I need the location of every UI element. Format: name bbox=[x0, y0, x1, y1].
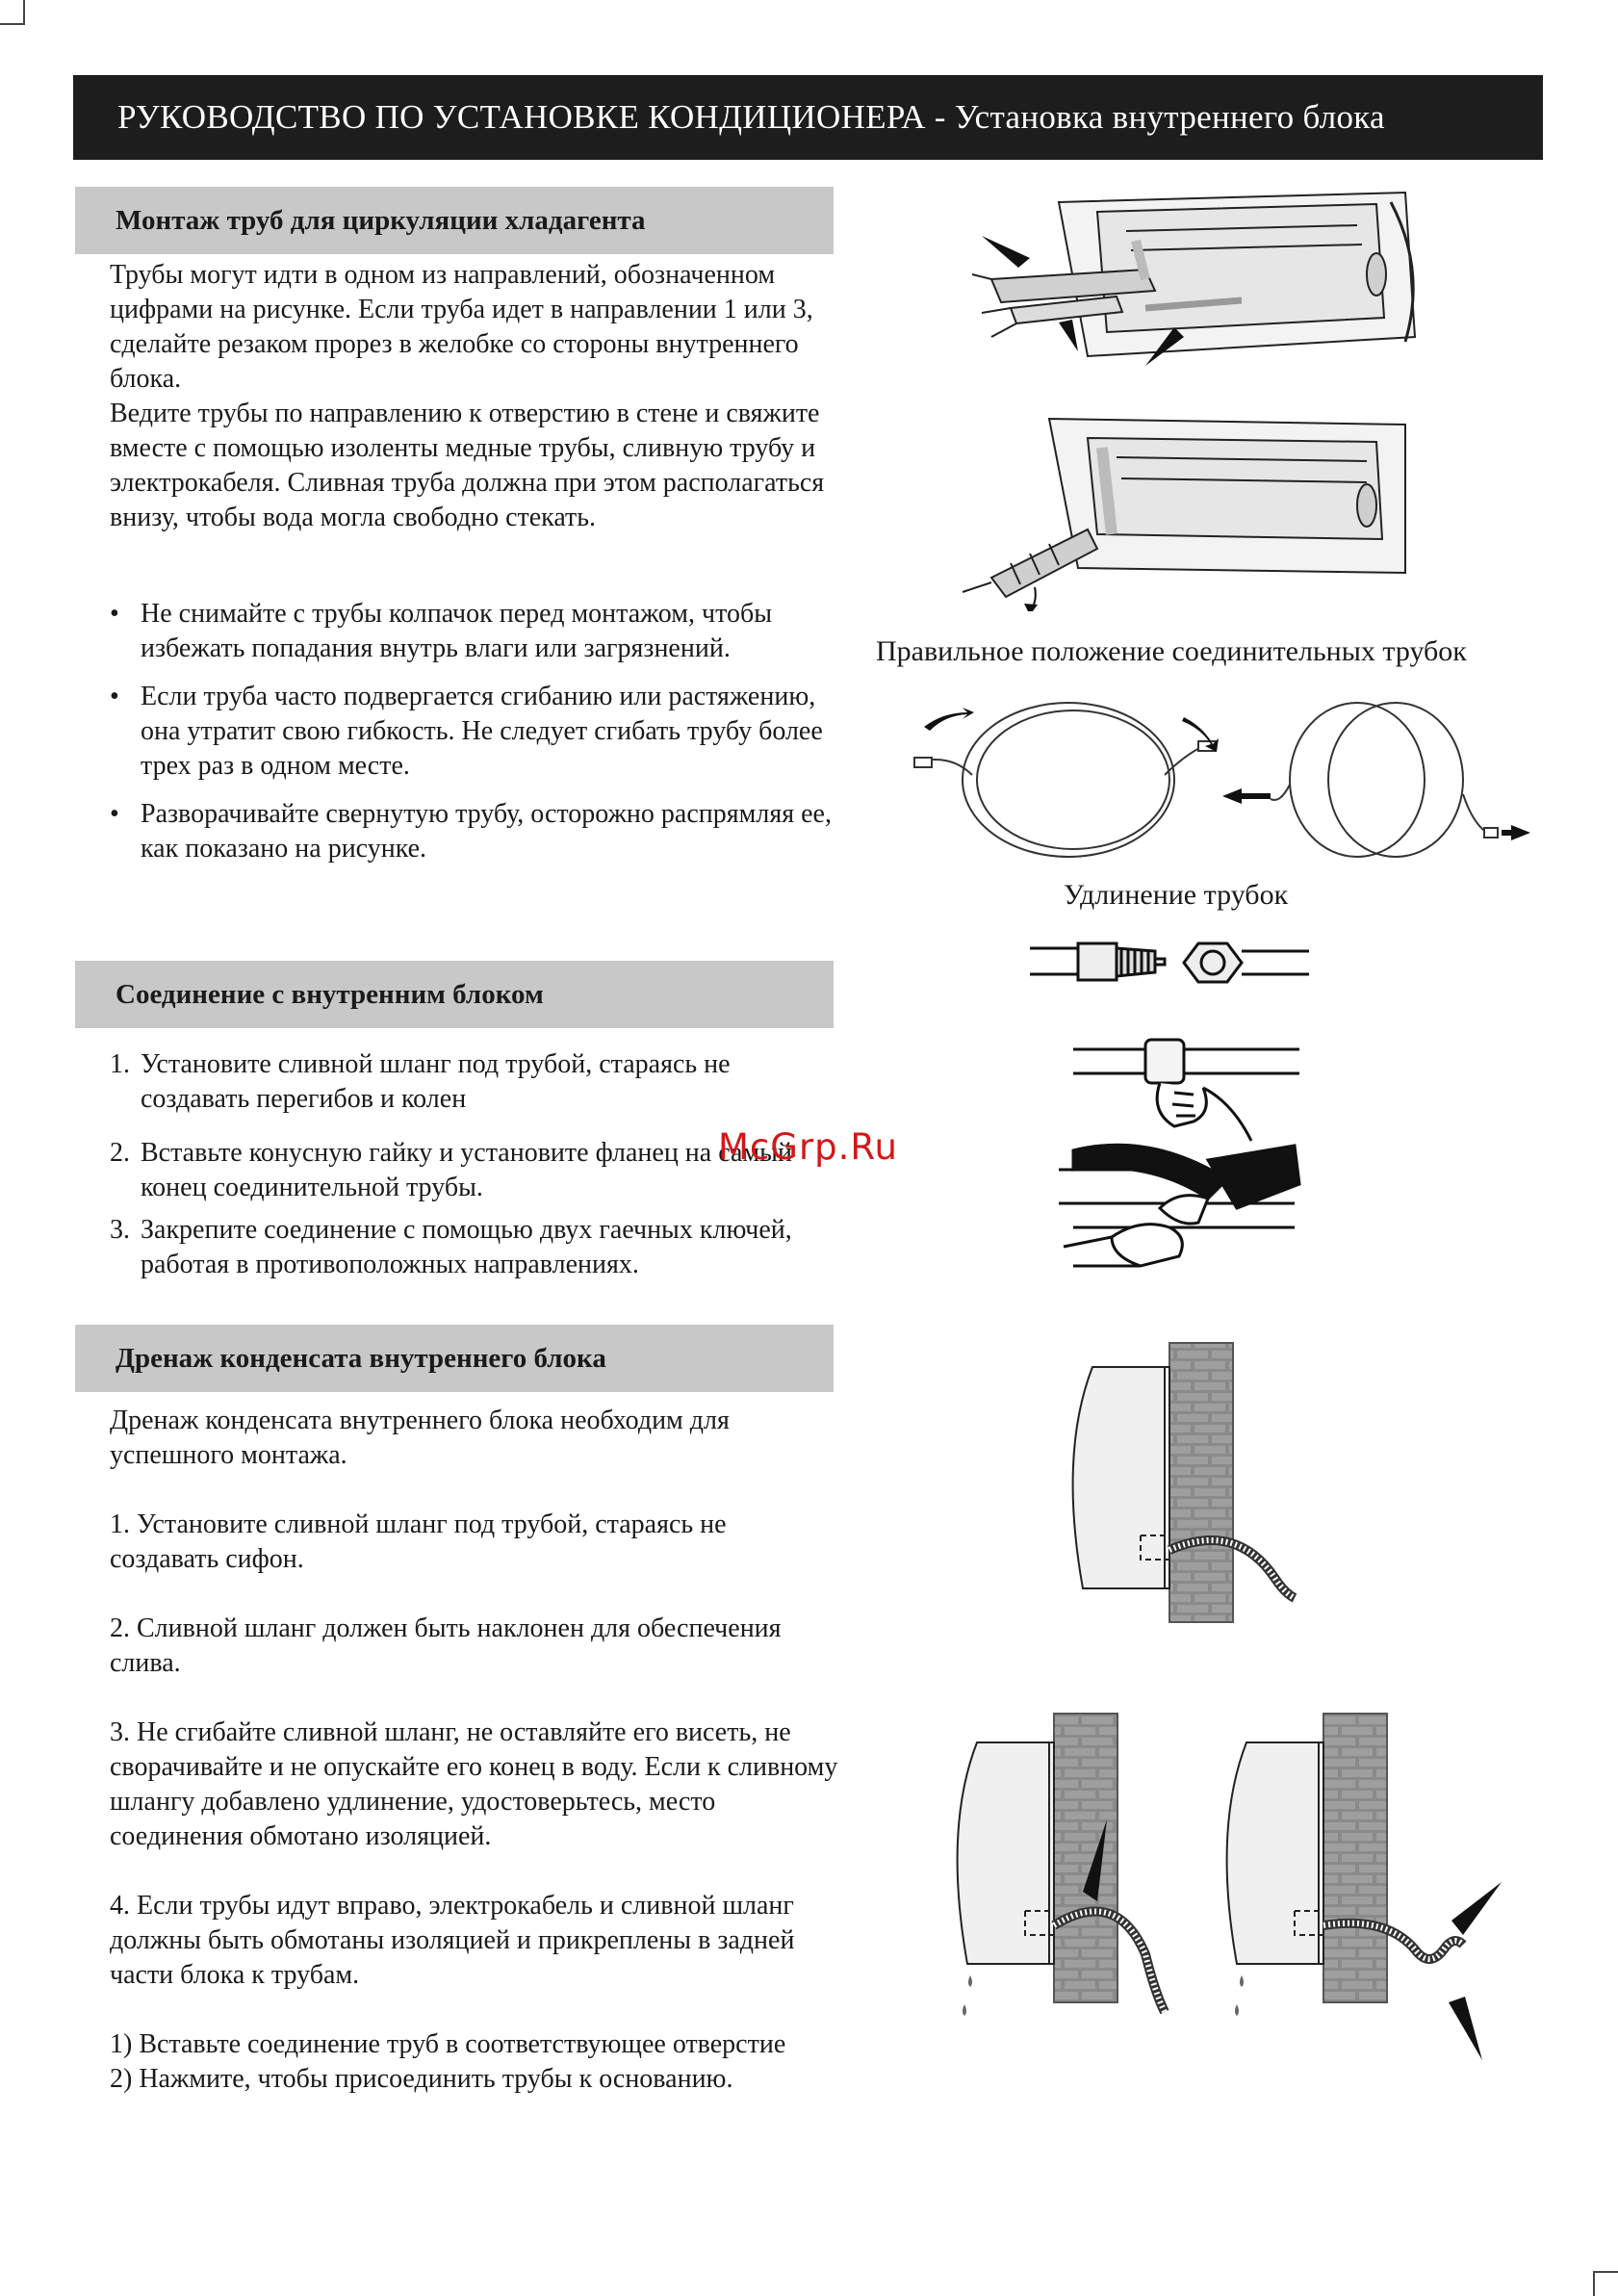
step-number: 3. bbox=[110, 1215, 130, 1245]
step-item bbox=[110, 1047, 841, 1117]
flare-nut-connection-figure bbox=[1020, 924, 1328, 1001]
step-text: Закрепите соединение с помощью двух гаечных ключей, работая в противоположных направлениях. bbox=[141, 1215, 792, 1279]
pipes-text bbox=[110, 258, 841, 535]
drainage-substep: 1) Вставьте соединение труб в соответствующее отверстие bbox=[110, 2029, 786, 2059]
two-wrenches-figure bbox=[1054, 1131, 1304, 1276]
wrong-drain-examples-figure bbox=[924, 1704, 1521, 2079]
step-text: Вставьте конусную гайку и установите фланец на самый конец соединительной трубы. bbox=[141, 1138, 792, 1202]
tube-position-caption: Правильное положение соединительных трубок bbox=[876, 635, 1467, 667]
drainage-substep: 2) Нажмите, чтобы присоединить трубы к основанию. bbox=[110, 2064, 733, 2094]
section-heading-drainage: Дренаж конденсата внутреннего блока bbox=[75, 1325, 834, 1392]
bullet-item: • Если труба часто подвергается сгибанию или растяжению, она утратит свою гибкость. Не следует сгибать трубу более трех раз в одном месте. bbox=[110, 680, 851, 784]
tube-extension-caption: Удлинение трубок bbox=[1064, 879, 1289, 911]
wrong-drain-example-left bbox=[958, 1714, 1165, 2016]
bullet-item: • Не снимайте с трубы колпачок перед монтажом, чтобы избежать попадания внутрь влаги или загрязнений. bbox=[110, 597, 851, 666]
drainage-paragraph: Дренаж конденсата внутреннего блока необходим для успешного монтажа. bbox=[110, 1406, 730, 1470]
step-item bbox=[110, 1213, 841, 1282]
drainage-paragraph: 1. Установите сливной шланг под трубой, стараясь не создавать сифон. bbox=[110, 1509, 727, 1574]
bullet-item: • Разворачивайте свернутую трубу, осторожно распрямляя ее, как показано на рисунке. bbox=[110, 797, 851, 866]
indoor-unit-drain-hose-figure bbox=[1054, 1338, 1314, 1627]
watermark: McGrp.Ru bbox=[718, 1126, 898, 1168]
wrong-drain-example-right bbox=[1227, 1714, 1502, 2060]
step-text: Установите сливной шланг под трубой, стараясь не создавать перегибов и колен bbox=[141, 1049, 731, 1114]
drainage-paragraph: 2. Сливной шланг должен быть наклонен для обеспечения слива. bbox=[110, 1613, 782, 1678]
pipes-bullets bbox=[110, 597, 851, 880]
section-heading-pipes: Монтаж труб для циркуляции хладагента bbox=[75, 187, 834, 254]
connection-steps bbox=[110, 1047, 841, 1302]
indoor-unit-pipe-directions-figure bbox=[953, 183, 1434, 375]
drainage-paragraph: 3. Не сгибайте сливной шланг, не оставляйте его висеть, не сворачивайте и не опускайте его конец в воду. Если к сливному шлангу добавлено удлинение, удостоверьтесь, место соединения обмотано изоляцией. bbox=[110, 1717, 838, 1851]
drainage-text bbox=[110, 1404, 841, 2097]
pipes-paragraph-2: Ведите трубы по направлению к отверстию в стене и свяжите вместе с помощью изоленты медные трубы, сливную трубу и электрокабеля. Сливная труба должна при этом располагаться внизу, чтобы вода могла свободно стекать. bbox=[110, 399, 825, 532]
section-heading-connection: Соединение с внутренним блоком bbox=[75, 961, 834, 1028]
indoor-unit-bundled-pipes-figure bbox=[953, 409, 1434, 611]
tube-coils-figure bbox=[895, 688, 1550, 862]
step-number: 1. bbox=[110, 1049, 130, 1079]
pipes-paragraph-1: Трубы могут идти в одном из направлений, обозначенном цифрами на рисунке. Если труба идет в направлении 1 или 3, сделайте резаком прорез в желобке со стороны внутреннего блока. bbox=[110, 260, 813, 394]
crop-mark-top-left bbox=[0, 0, 25, 25]
drainage-paragraph: 4. Если трубы идут вправо, электрокабель и сливной шланг должны быть обмотаны изоляцией и прикреплены в задней части блока к трубам. bbox=[110, 1891, 795, 1990]
step-number: 2. bbox=[110, 1138, 130, 1168]
page-title: РУКОВОДСТВО ПО УСТАНОВКЕ КОНДИЦИОНЕРА - Установка внутреннего блока bbox=[73, 75, 1543, 160]
crop-mark-bottom-right bbox=[1593, 2271, 1618, 2296]
